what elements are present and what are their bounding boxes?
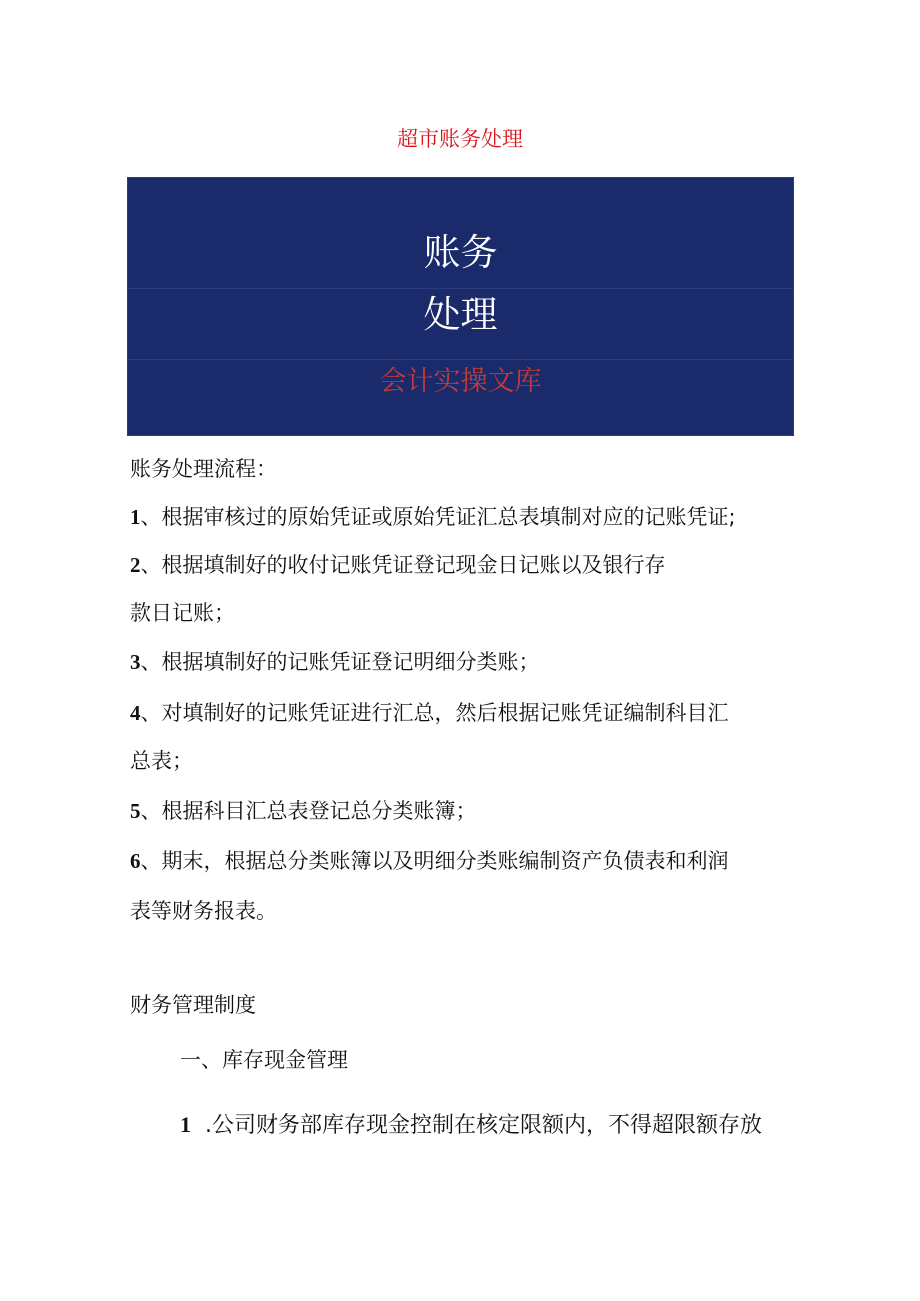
step-number: 1 xyxy=(130,505,141,529)
step-text: 、根据科目汇总表登记总分类账簿； xyxy=(140,799,477,823)
process-step-6-continued: 表等财务报表。 xyxy=(130,899,277,923)
process-step-4-continued: 总表； xyxy=(130,749,193,773)
process-step-1 xyxy=(130,501,736,533)
step-text: 、根据审核过的原始凭证或原始凭证汇总表填制对应的记账凭证; xyxy=(140,505,736,529)
process-step-3 xyxy=(130,646,540,678)
title-banner xyxy=(127,177,794,436)
policy-heading: 财务管理制度 xyxy=(130,993,256,1017)
process-step-4 xyxy=(130,697,729,729)
rule-number: 1 xyxy=(180,1112,191,1137)
process-step-2-continued: 款日记账； xyxy=(130,601,235,625)
rule-text: .公司财务部库存现金控制在核定限额内，不得超限额存放 xyxy=(205,1113,762,1138)
process-step-2 xyxy=(130,549,666,581)
process-step-5 xyxy=(130,795,477,827)
step-text: 、对填制好的记账凭证进行汇总，然后根据记账凭证编制科目汇 xyxy=(140,701,729,725)
step-number: 5 xyxy=(130,799,141,823)
banner-subtitle: 会计实操文库 xyxy=(379,366,542,397)
step-text: 、期末，根据总分类账簿以及明细分类账编制资产负债表和利润 xyxy=(140,849,729,873)
step-number: 3 xyxy=(130,650,141,674)
step-number: 4 xyxy=(130,701,141,725)
document-title: 超市账务处理 xyxy=(397,127,523,151)
banner-divider xyxy=(128,359,793,360)
step-text: 、根据填制好的记账凭证登记明细分类账； xyxy=(140,650,540,674)
section-title-cash-management: 一、库存现金管理 xyxy=(180,1048,348,1072)
banner-title-line-2: 处理 xyxy=(423,293,498,336)
banner-divider xyxy=(128,288,793,289)
step-text: 、根据填制好的收付记账凭证登记现金日记账以及银行存 xyxy=(140,553,666,577)
step-number: 2 xyxy=(130,553,141,577)
step-number: 6 xyxy=(130,849,141,873)
banner-title-line-1: 账务 xyxy=(423,231,498,274)
policy-rule-1 xyxy=(180,1109,762,1142)
process-step-6 xyxy=(130,845,729,877)
process-heading: 账务处理流程： xyxy=(130,457,277,481)
